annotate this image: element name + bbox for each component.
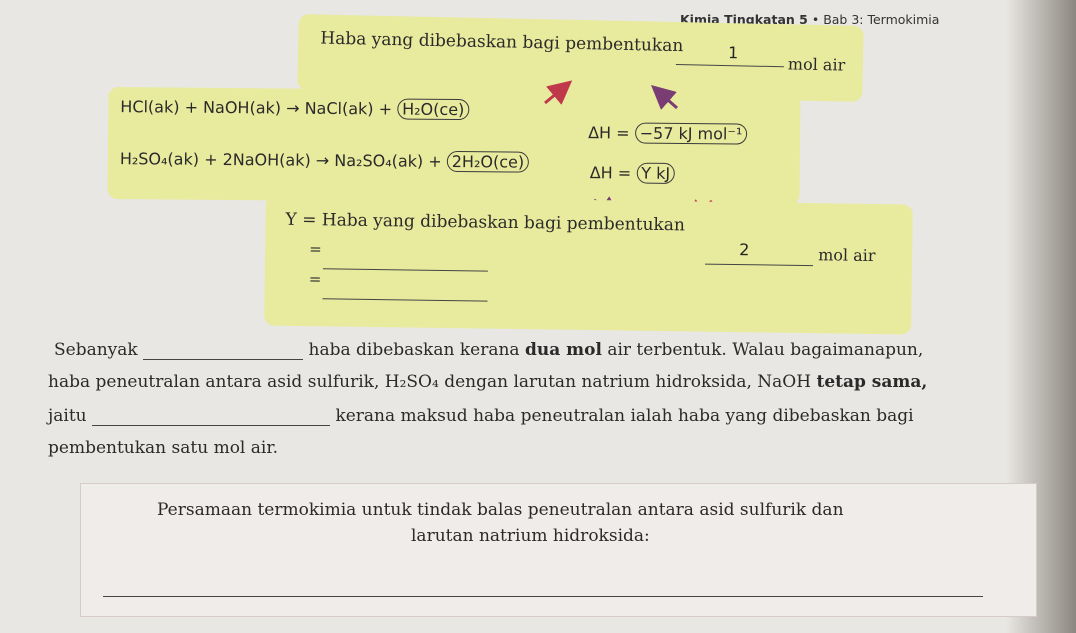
bottom-box-answer-line[interactable] xyxy=(103,594,983,597)
box3-handwritten-answer: 2 xyxy=(739,240,750,260)
box3-answer-blank[interactable] xyxy=(705,262,813,267)
dh1-value: −57 kJ mol⁻¹ xyxy=(635,123,748,145)
para-l1b: haba dibebaskan kerana xyxy=(308,340,520,360)
equation-hcl-reactants: HCl(ak) + NaOH(ak) → NaCl(ak) + xyxy=(120,97,398,119)
calc-blank-2[interactable] xyxy=(322,296,487,301)
para-l3b: kerana maksud haba peneutralan ialah haba yang dibebaskan bagi xyxy=(335,406,914,426)
paragraph-line-4: pembentukan satu mol air. xyxy=(48,438,278,458)
arrow-up-left xyxy=(545,88,563,103)
thermochemical-equation-box xyxy=(80,483,1037,617)
equals-sign-1: = xyxy=(309,240,322,259)
equation-hcl-water: H₂O(ce) xyxy=(397,99,469,121)
para-l1-bold: dua mol xyxy=(524,340,602,360)
y-definition-box xyxy=(264,195,913,334)
equation-h2so4-water: 2H₂O(ce) xyxy=(447,151,530,173)
dh2-label: ΔH = xyxy=(589,163,637,183)
equals-sign-2: = xyxy=(308,270,322,289)
equation-h2so4-reactants: H₂SO₄(ak) + 2NaOH(ak) → Na₂SO₄(ak) + xyxy=(119,149,447,171)
arrow-up-right xyxy=(660,93,677,108)
box3-unit: mol air xyxy=(818,245,876,266)
box1-handwritten-answer: 1 xyxy=(727,43,739,63)
para-blank-1[interactable] xyxy=(143,345,303,360)
bottom-box-line-1: Persamaan termokimia untuk tindak balas peneutralan antara asid sulfurik dan xyxy=(157,500,844,520)
para-jaitu: jaitu xyxy=(48,406,87,426)
book-title: Kimia Tingkatan 5 xyxy=(680,12,808,27)
paragraph-line-1 xyxy=(54,340,923,360)
para-l2a: haba peneutralan antara asid sulfurik, H₂SO₄ dengan larutan natrium hidroksida, NaOH xyxy=(48,372,812,392)
y-definition-label: Y = Haba yang dibebaskan bagi pembentukan xyxy=(285,209,685,236)
para-l1c: air terbentuk. Walau bagaimanapun, xyxy=(607,340,924,360)
bottom-box-line-2: larutan natrium hidroksida: xyxy=(411,526,650,546)
calc-blank-1[interactable] xyxy=(323,266,488,271)
dh2-value: Y kJ xyxy=(636,163,675,184)
header-bullet: • xyxy=(811,12,820,27)
paragraph-line-2 xyxy=(48,372,927,392)
para-l2-bold: tetap sama, xyxy=(816,372,928,392)
chapter-title: Bab 3: Termokimia xyxy=(823,12,940,27)
paragraph-line-3 xyxy=(48,406,914,426)
box1-label: Haba yang dibebaskan bagi pembentukan xyxy=(320,28,684,57)
box1-unit: mol air xyxy=(787,54,846,75)
dh1-label: ΔH = xyxy=(588,123,635,143)
para-sebanyak: Sebanyak xyxy=(54,340,138,360)
para-blank-2[interactable] xyxy=(92,411,330,426)
